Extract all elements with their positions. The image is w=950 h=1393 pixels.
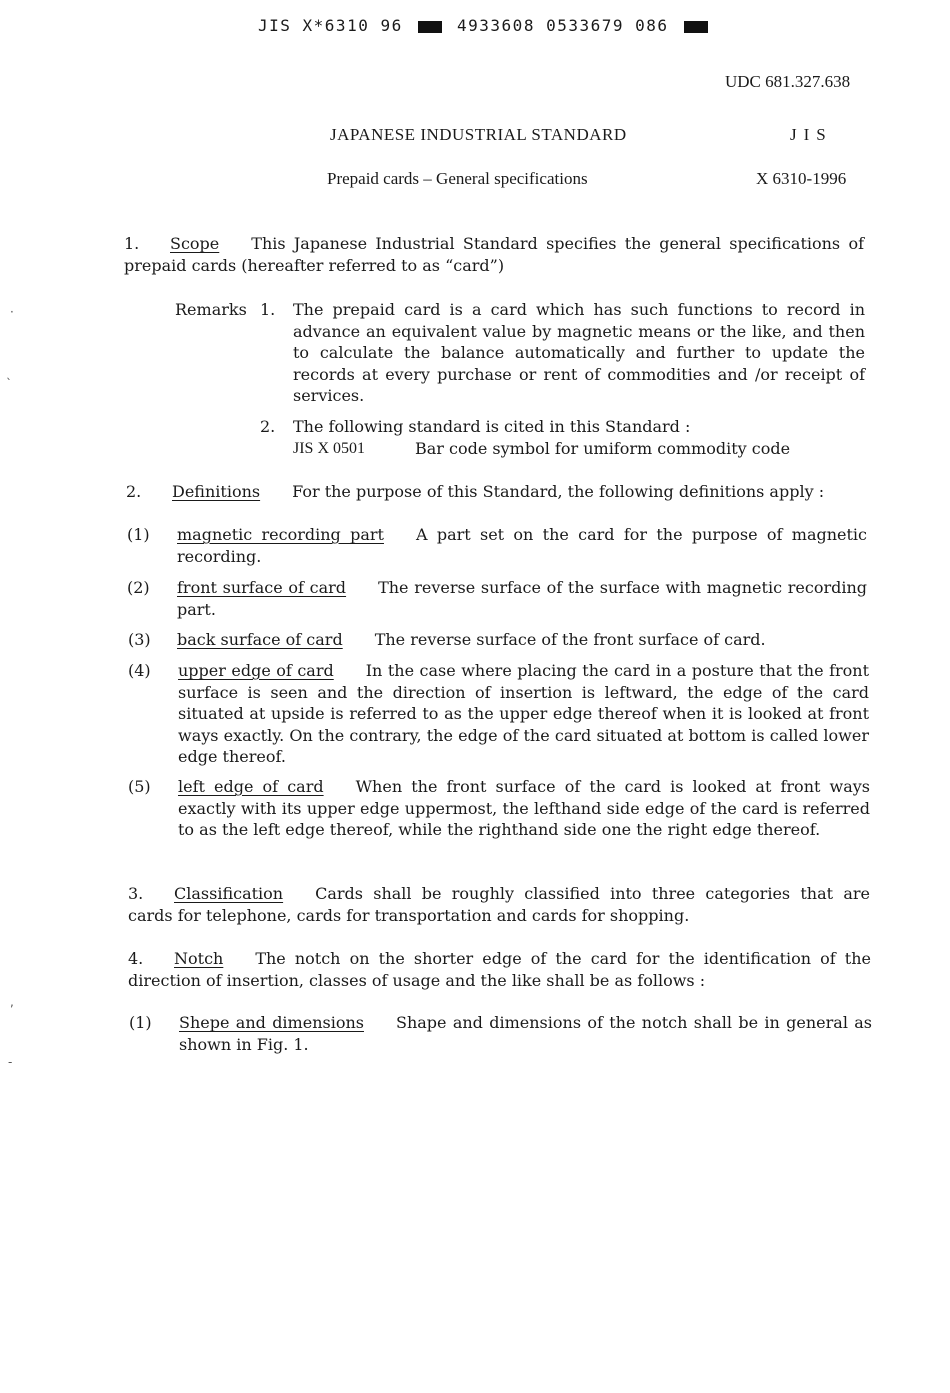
definition-term: magnetic recording part: [177, 525, 384, 544]
remark-number: 2.: [260, 417, 276, 436]
definition-text: The reverse surface of the surface with magnetic recording part.: [177, 578, 868, 619]
scan-header-left: JIS X*6310 96: [258, 16, 403, 35]
section-text: Cards shall be roughly classified into three categories that are cards for telephone, cards for transportation and cards for shopping.: [128, 884, 870, 925]
remark-number: 1.: [260, 300, 276, 319]
jis-label: JIS: [790, 125, 833, 144]
definitions-section: [126, 481, 868, 503]
remark-text: The prepaid card is a card which has such functions to record in advance an equivalent value by magnetic means or the like, and then to calculate the balance automatically and further to update the records at every purchase or rent of commodities and ∕or receipt of services.: [293, 300, 865, 406]
notch-item: [179, 1012, 872, 1055]
section-number: 4.: [128, 949, 144, 968]
definition-number: (2): [127, 578, 150, 597]
definition-number: (3): [128, 630, 151, 649]
scan-speck: ‐: [8, 1055, 13, 1069]
cited-standard-title: Bar code symbol for umiform commodity code: [415, 439, 791, 458]
section-text: The notch on the shorter edge of the card for the identification of the direction of insertion, classes of usage and the like shall be as follows :: [128, 949, 871, 990]
document-title: Prepaid cards – General specifications: [327, 169, 588, 188]
definition-term: left edge of card: [178, 777, 324, 796]
section-text: This Japanese Industrial Standard specifies the general specifications of prepaid cards (hereafter referred to as “card”): [124, 234, 864, 275]
definition-item: [177, 629, 867, 651]
udc-code: UDC 681.327.638: [725, 72, 851, 91]
standard-title: JAPANESE INDUSTRIAL STANDARD: [330, 125, 627, 144]
section-title: Definitions: [172, 482, 261, 501]
cited-standard-code: JIS X 0501: [293, 440, 366, 457]
notch-item-number: (1): [129, 1013, 152, 1032]
definition-text: The reverse surface of the front surface of card.: [374, 630, 766, 649]
redaction-block: [684, 21, 708, 33]
scan-header: [258, 16, 712, 35]
remark-text: The following standard is cited in this Standard :: [293, 417, 691, 436]
definition-text: In the case where placing the card in a posture that the front surface is seen and the direction of insertion is leftward, the edge of the card situated at upside is referred to as the upper edge thereof when it is looked at front ways exactly. On the contrary, the edge of the card situated at bottom is called lower edge thereof.: [178, 661, 870, 767]
definition-item: [178, 776, 870, 841]
scan-speck: ·: [10, 305, 14, 319]
definition-item: [177, 524, 867, 567]
redaction-block: [418, 21, 442, 33]
section-title: Scope: [170, 234, 220, 253]
definition-term: front surface of card: [177, 578, 347, 597]
section-title: Classification: [174, 884, 284, 903]
section-number: 3.: [128, 884, 144, 903]
remarks-label: Remarks: [175, 300, 247, 319]
scan-header-mid: 4933608 0533679 086: [457, 16, 669, 35]
section-title: Notch: [174, 949, 224, 968]
scan-speck: ˎ: [6, 366, 12, 380]
definition-number: (5): [128, 777, 151, 796]
definition-item: [178, 660, 869, 768]
scope-section: [124, 233, 864, 276]
definition-text: A part set on the card for the purpose of magnetic recording.: [177, 525, 868, 566]
definition-text: When the front surface of the card is looked at front ways exactly with its upper edge uppermost, the lefthand side edge of the card is referred to as the left edge thereof, while the righthand side one the right edge thereof.: [178, 777, 870, 840]
section-text: For the purpose of this Standard, the following definitions apply :: [292, 482, 825, 501]
notch-item-term: Shepe and dimensions: [179, 1013, 364, 1032]
notch-section: [128, 948, 871, 991]
definition-term: back surface of card: [177, 630, 343, 649]
definition-number: (1): [127, 525, 150, 544]
definition-number: (4): [128, 661, 151, 680]
section-number: 1.: [124, 234, 140, 253]
definition-term: upper edge of card: [178, 661, 334, 680]
section-number: 2.: [126, 482, 142, 501]
notch-item-text: Shape and dimensions of the notch shall be in general as shown in Fig. 1.: [179, 1013, 873, 1054]
classification-section: [128, 883, 870, 926]
definition-item: [177, 577, 867, 620]
scan-speck: ,: [10, 995, 14, 1009]
jis-number: X 6310-1996: [756, 169, 847, 188]
